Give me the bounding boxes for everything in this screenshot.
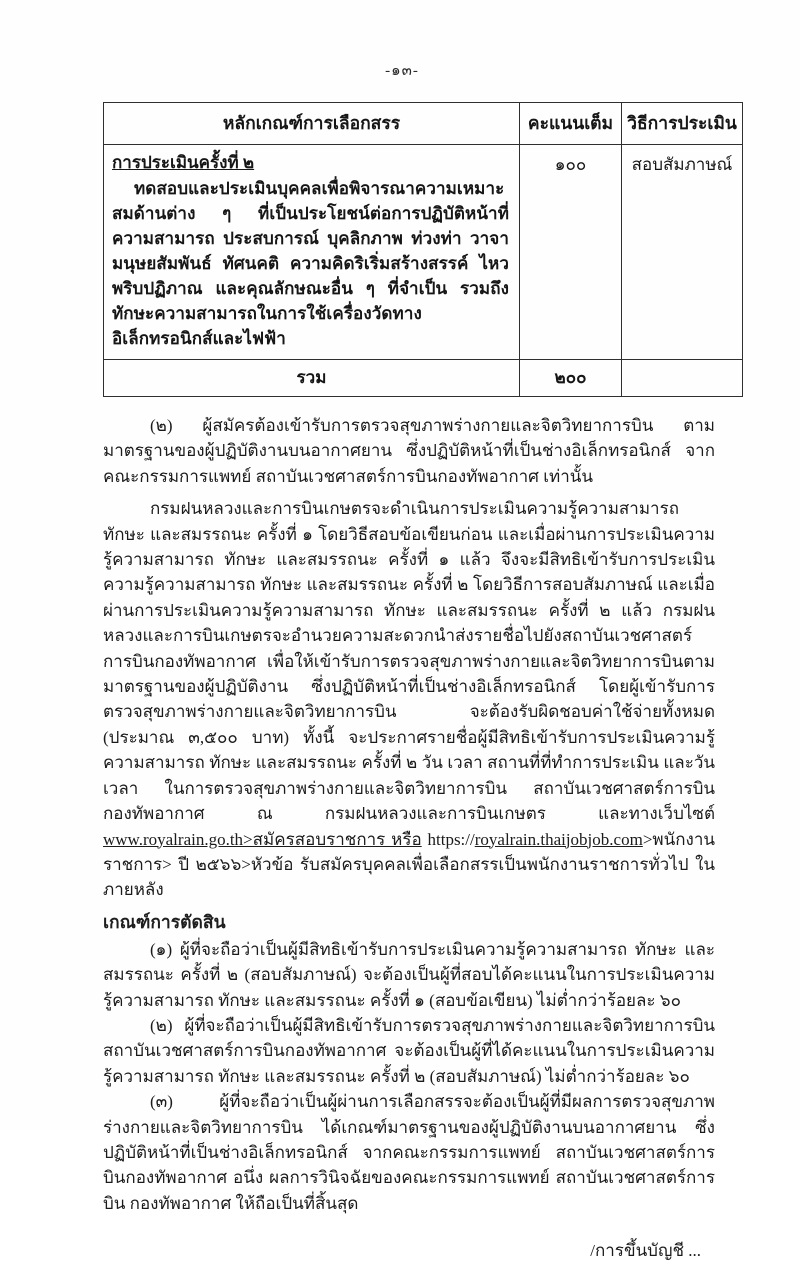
url-prefix: https://: [421, 829, 475, 849]
assessment-round-detail: ทดสอบและประเมินบุคคลเพื่อพิจารณาความเหมาะสมด้านต่าง ๆ ที่เป็นประโยชน์ต่อการปฏิบัติหน้าที่ ความสามารถ ประสบการณ์ บุคลิกภาพ ท่วงท่า วาจา มนุษยสัมพันธ์ ทัศนคติ ความคิดริเริ่มสร้างสรรค์ ไหวพริบปฏิภาณ และคุณลักษณะอื่น ๆ ที่จำเป็น รวมถึงทักษะความสามารถในการใช้เครื่องวัดทางอิเล็กทรอนิกส์และไฟฟ้า: [112, 179, 509, 348]
assessment-round-title: การประเมินครั้งที่ ๒: [112, 153, 255, 172]
decision-criteria-item-3: (๓) ผู้ที่จะถือว่าเป็นผู้ผ่านการเลือกสรรจะต้องเป็นผู้ที่มีผลการตรวจสุขภาพร่างกายและจิตวิทยาการบิน ได้เกณฑ์มาตรฐานของผู้ปฏิบัติงานบนอากาศยาน ซึ่งปฏิบัติหน้าที่เป็นช่างอิเล็กทรอนิกส์ จากคณะกรรมการแพทย์ สถาบันเวชศาสตร์การบินกองทัพอากาศ อนึ่ง ผลการวินิจฉัยของคณะกรรมการแพทย์ สถาบันเวชศาสตร์การบิน กองทัพอากาศ ให้ถือเป็นที่สิ้นสุด: [103, 1092, 715, 1213]
process-tail-text: >พนักงานราชการ> ปี ๒๕๖๖>หัวข้อ รับสมัครบุคคลเพื่อเลือกสรรเป็นพนักงานราชการทั่วไป ในภายหลัง: [103, 829, 715, 900]
column-header-method: วิธีการประเมิน: [622, 103, 743, 145]
score-cell: ๑๐๐: [520, 145, 622, 360]
decision-criteria-item-1: (๑) ผู้ที่จะถือว่าเป็นผู้มีสิทธิเข้ารับการประเมินความรู้ความสามารถ ทักษะ และสมรรถนะ ครั้งที่ ๒ (สอบสัมภาษณ์) จะต้องเป็นผู้ที่สอบได้คะแนนในการประเมินความรู้ความสามารถ ทักษะ และสมรรถนะ ครั้งที่ ๑ (สอบข้อเขียน) ไม่ต่ำกว่าร้อยละ ๖๐: [103, 939, 715, 1010]
document-body: [103, 413, 715, 1264]
decision-criteria-heading: เกณฑ์การตัดสิน: [103, 911, 226, 932]
total-label-cell: รวม: [104, 360, 520, 397]
royalrain-website-link[interactable]: www.royalrain.go.th>สมัครสอบราชการ หรือ: [103, 829, 422, 849]
process-text: กรมฝนหลวงและการบินเกษตรจะดำเนินการประเมินความรู้ความสามารถ ทักษะ และสมรรถนะ ครั้งที่ ๑ โดยวิธีสอบข้อเขียนก่อน และเมื่อผ่านการประเมินความรู้ความสามารถ ทักษะ และสมรรถนะ ครั้งที่ ๑ แล้ว จึงจะมีสิทธิเข้ารับการประเมินความรู้ความสามารถ ทักษะ และสมรรถนะ ครั้งที่ ๒ โดยวิธีการสอบสัมภาษณ์ และเมื่อผ่านการประเมินความรู้ความสามารถ ทักษะ และสมรรถนะ ครั้งที่ ๒ แล้ว กรมฝนหลวงและการบินเกษตรจะอำนวยความสะดวกนำส่งรายชื่อไปยังสถาบันเวชศาสตร์การบินกองทัพอากาศ เพื่อให้เข้ารับการตรวจสุขภาพร่างกายและจิตวิทยาการบินตามมาตรฐานของผู้ปฏิบัติงาน ซึ่งปฏิบัติหน้าที่เป็นช่างอิเล็กทรอนิกส์ โดยผู้เข้ารับการตรวจสุขภาพร่างกายและจิตวิทยาการบิน จะต้องรับผิดชอบค่าใช้จ่ายทั้งหมด (ประมาณ ๓,๕๐๐ บาท) ทั้งนี้ จะประกาศรายชื่อผู้มีสิทธิเข้ารับการประเมินความรู้ความสามารถ ทักษะ และสมรรถนะ ครั้งที่ ๒ วัน เวลา สถานที่ที่ทำการประเมิน และวัน เวลา ในการตรวจสุขภาพร่างกายและจิตวิทยาการบิน สถาบันเวชศาสตร์การบินกองทัพอากาศ ณ กรมฝนหลวงและการบินเกษตร และทางเว็บไซต์: [103, 499, 715, 824]
column-header-score: คะแนนเต็ม: [520, 103, 622, 145]
thaijobjob-website-link[interactable]: royalrain.thaijobjob.com: [474, 829, 643, 849]
total-score-cell: ๒๐๐: [520, 360, 622, 397]
page-number: -๑๓-: [385, 63, 419, 79]
table-row: [104, 145, 743, 360]
clause-2-paragraph: (๒) ผู้สมัครต้องเข้ารับการตรวจสุขภาพร่างกายและจิตวิทยาการบิน ตามมาตรฐานของผู้ปฏิบัติงานบนอากาศยาน ซึ่งปฏิบัติหน้าที่เป็นช่างอิเล็กทรอนิกส์ จากคณะกรรมการแพทย์ สถาบันเวชศาสตร์การบินกองทัพอากาศ เท่านั้น: [103, 416, 715, 486]
criteria-cell: [104, 145, 520, 360]
total-method-cell-empty: [622, 360, 743, 397]
selection-criteria-table: [103, 102, 743, 397]
column-header-criteria: หลักเกณฑ์การเลือกสรร: [104, 103, 520, 145]
selection-process-paragraph: [103, 496, 715, 903]
method-cell: สอบสัมภาษณ์: [622, 145, 743, 360]
decision-criteria-item-2: (๒) ผู้ที่จะถือว่าเป็นผู้มีสิทธิเข้ารับการตรวจสุขภาพร่างกายและจิตวิทยาการบิน สถาบันเวชศาสตร์การบินกองทัพอากาศ จะต้องเป็นผู้ที่ได้คะแนนในการประเมินความรู้ความสามารถ ทักษะ และสมรรถนะ ครั้งที่ ๒ (สอบสัมภาษณ์) ไม่ต่ำกว่าร้อยละ ๖๐: [103, 1015, 715, 1086]
table-header-row: [104, 103, 743, 145]
page-continuation-note: /การขึ้นบัญชี ...: [590, 1241, 701, 1261]
table-total-row: [104, 360, 743, 397]
